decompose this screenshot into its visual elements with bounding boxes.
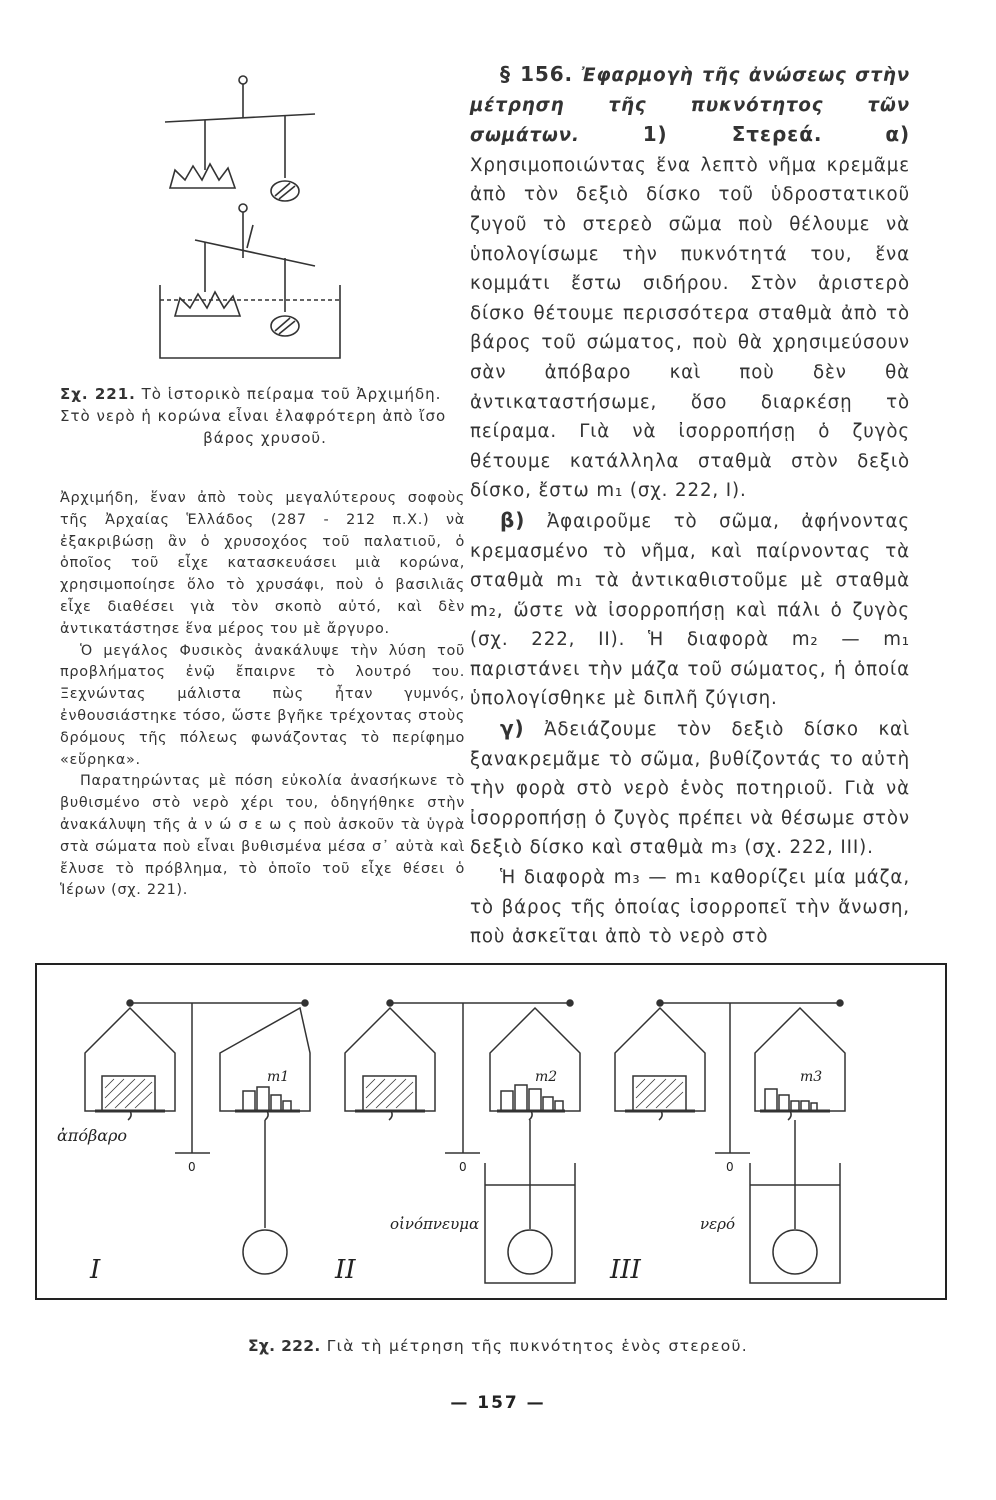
roman-numeral-2: II (335, 1255, 356, 1285)
left-column-text (60, 488, 465, 902)
tare-label: ἀπόβαρο (57, 1126, 128, 1145)
left-paragraph-2: Ὁ μεγάλος Φυσικὸς ἀνακάλυψε τὴν λύση τοῦ προβλήματος ἐνῷ ἔπαιρνε τὸ λουτρό του. Ξεχνώντας μάλιστα πὼς ἦταν γυμνός, ἐνθουσιάστηκε τόσο, ὥστε βγῆκε τρέχοντας στοὺς δρόμους τῆς πόλεως φωνάζοντας τὸ περίφημο «εὕρηκα». (60, 642, 465, 768)
figure-222-caption (0, 1337, 996, 1355)
step-b-text: Ἀφαιροῦμε τὸ σῶμα, ἀφήνοντας κρεμασμένο τὸ νῆμα, καὶ παίρνοντας τὰ σταθμὰ m₁ τὰ ἀντικαθιστοῦμε μὲ σταθμὰ m₂, ὥστε νὰ ἰσορροπήσῃ καὶ πάλι ὁ ζυγὸς (σχ. 222, II). Ἡ διαφορὰ m₂ — m₁ παριστάνει τὴν μάζα τοῦ σώματος, ἡ ὁποία ὑπολογίσθηκε μὲ διπλῆ ζύγιση. (470, 510, 910, 710)
step-c-label: γ) (500, 716, 525, 741)
figure-221-archimedes (135, 70, 355, 370)
figure-222-balances (35, 963, 947, 1300)
roman-numeral-1: I (90, 1255, 101, 1285)
step-c-text: Ἀδειάζουμε τὸν δεξιὸ δίσκο καὶ ξανακρεμᾶμε τὸ σῶμα, βυθίζοντάς το αὐτὴ τὴν φορὰ στὸ νερὸ ἑνὸς ποτηριοῦ. Γιὰ νὰ ἰσορροπήσῃ ὁ ζυγὸς πρέπει νὰ θέσωμε στὸν δεξιὸ δίσκο καὶ σταθμὰ m₃ (σχ. 222, III). (470, 719, 910, 859)
figure-221-caption-line3: βάρος χρυσοῦ. (203, 429, 327, 447)
label-m2: m2 (535, 1069, 558, 1085)
figure-221-caption-line1: Τὸ ἱστορικὸ πείραμα τοῦ Ἀρχιμήδη. (141, 385, 442, 403)
figure-221-caption (60, 383, 470, 449)
step-d-paragraph: Ἡ διαφορὰ m₃ — m₁ καθορίζει μία μάζα, τὸ βάρος τῆς ὁποίας ἰσορροπεῖ τὴν ἄνωση, ποὺ ἀσκεῖται ἀπὸ τὸ νερὸ στὸ (470, 867, 910, 948)
alcohol-label: οἰνόπνευμα (390, 1215, 480, 1233)
left-paragraph-1: Ἀρχιμήδη, ἕναν ἀπὸ τοὺς μεγαλύτερους σοφοὺς τῆς Ἀρχαίας Ἑλλάδος (287 - 212 π.Χ.) νὰ ἐξακριβώσῃ ἂν ὁ χρυσοχόος τοῦ παλατιοῦ, ὁ ὁποῖος τοῦ εἶχε κατασκευάσει μιὰ κορώνα, χρησιμοποίησε ὅλο τὸ χρυσάφι, ποὺ ὁ βασιλιᾶς εἶχε διαθέσει γιὰ τὸν σκοπὸ αὐτό, καὶ δὲν ἀντικατάστησε ἕνα μέρος του μὲ ἄργυρο. (60, 490, 465, 637)
section-heading: Ἐφαρμογὴ τῆς ἀνώσεως στὴν μέτρηση τῆς πυκνότητος τῶν σωμάτων. (470, 65, 910, 147)
figure-222-caption-text: Γιὰ τὴ μέτρηση τῆς πυκνότητος ἑνὸς στερεοῦ. (326, 1337, 748, 1355)
subsection-solids: 1) Στερεά. (642, 122, 823, 147)
step-c-paragraph (470, 714, 910, 863)
left-paragraph-3: Παρατηρώντας μὲ πόση εὐκολία ἀνασήκωνε τὸ βυθισμένο στὸ νερὸ χέρι του, ὁδηγήθηκε στὴν ἀνακάλυψη τῆς ἀ ν ώ σ ε ω ς ποὺ ἀσκοῦν τὰ ὑγρὰ στὰ σώματα ποὺ εἶναι βυθισμένα μέσα σ᾽ αὐτὰ καὶ ἔλυσε τὸ πρόβλημα, τὸ ὁποῖο τοῦ εἶχε θέσει ὁ Ἱέρων (σχ. 221). (60, 773, 465, 899)
label-m1: m1 (267, 1069, 290, 1085)
water-label: νερό (700, 1215, 736, 1233)
figure-221-label: Σχ. 221. (60, 385, 136, 403)
step-a-label: α) (885, 122, 910, 147)
section-number: § 156. (500, 62, 574, 86)
figure-221-caption-line2: Στὸ νερὸ ἡ κορώνα εἶναι ἐλαφρότερη ἀπὸ ἴσο (60, 407, 447, 425)
section-156-paragraph (470, 60, 910, 506)
page-number: — 157 — (450, 1393, 546, 1413)
zero-mark-3: 0 (726, 1160, 734, 1174)
label-m3: m3 (800, 1069, 823, 1085)
right-column-text (470, 60, 910, 952)
step-a-text: Χρησιμοποιώντας ἕνα λεπτὸ νῆμα κρεμᾶμε ἀπὸ τὸν δεξιὸ δίσκο τοῦ ὑδροστατικοῦ ζυγοῦ τὸ στερεὸ σῶμα ποὺ θέλουμε νὰ ὑπολογίσωμε τὴν πυκνότητά του, ἕνα κομμάτι ἔστω σιδήρου. Στὸν ἀριστερὸ δίσκο θέτουμε περισσότερα σταθμὰ ἀπὸ τὸ βάρος τοῦ σώματος, ποὺ θὰ χρησιμεύσουν σὰν ἀπόβαρο καὶ ποὺ δὲν θὰ ἀντικαταστήσωμε, ὅσο διαρκέσῃ τὸ πείραμα. Γιὰ νὰ ἰσορροπήσῃ ὁ ζυγὸς θέτουμε κατάλληλα σταθμὰ στὸν δεξιὸ δίσκο, ἔστω m₁ (σχ. 222, I). (470, 154, 910, 502)
figure-222-label: Σχ. 222. (248, 1337, 321, 1355)
step-b-paragraph (470, 506, 910, 714)
step-b-label: β) (500, 507, 526, 532)
roman-numeral-3: III (610, 1255, 641, 1285)
zero-mark-2: 0 (459, 1160, 467, 1174)
zero-mark-1: 0 (188, 1160, 196, 1174)
